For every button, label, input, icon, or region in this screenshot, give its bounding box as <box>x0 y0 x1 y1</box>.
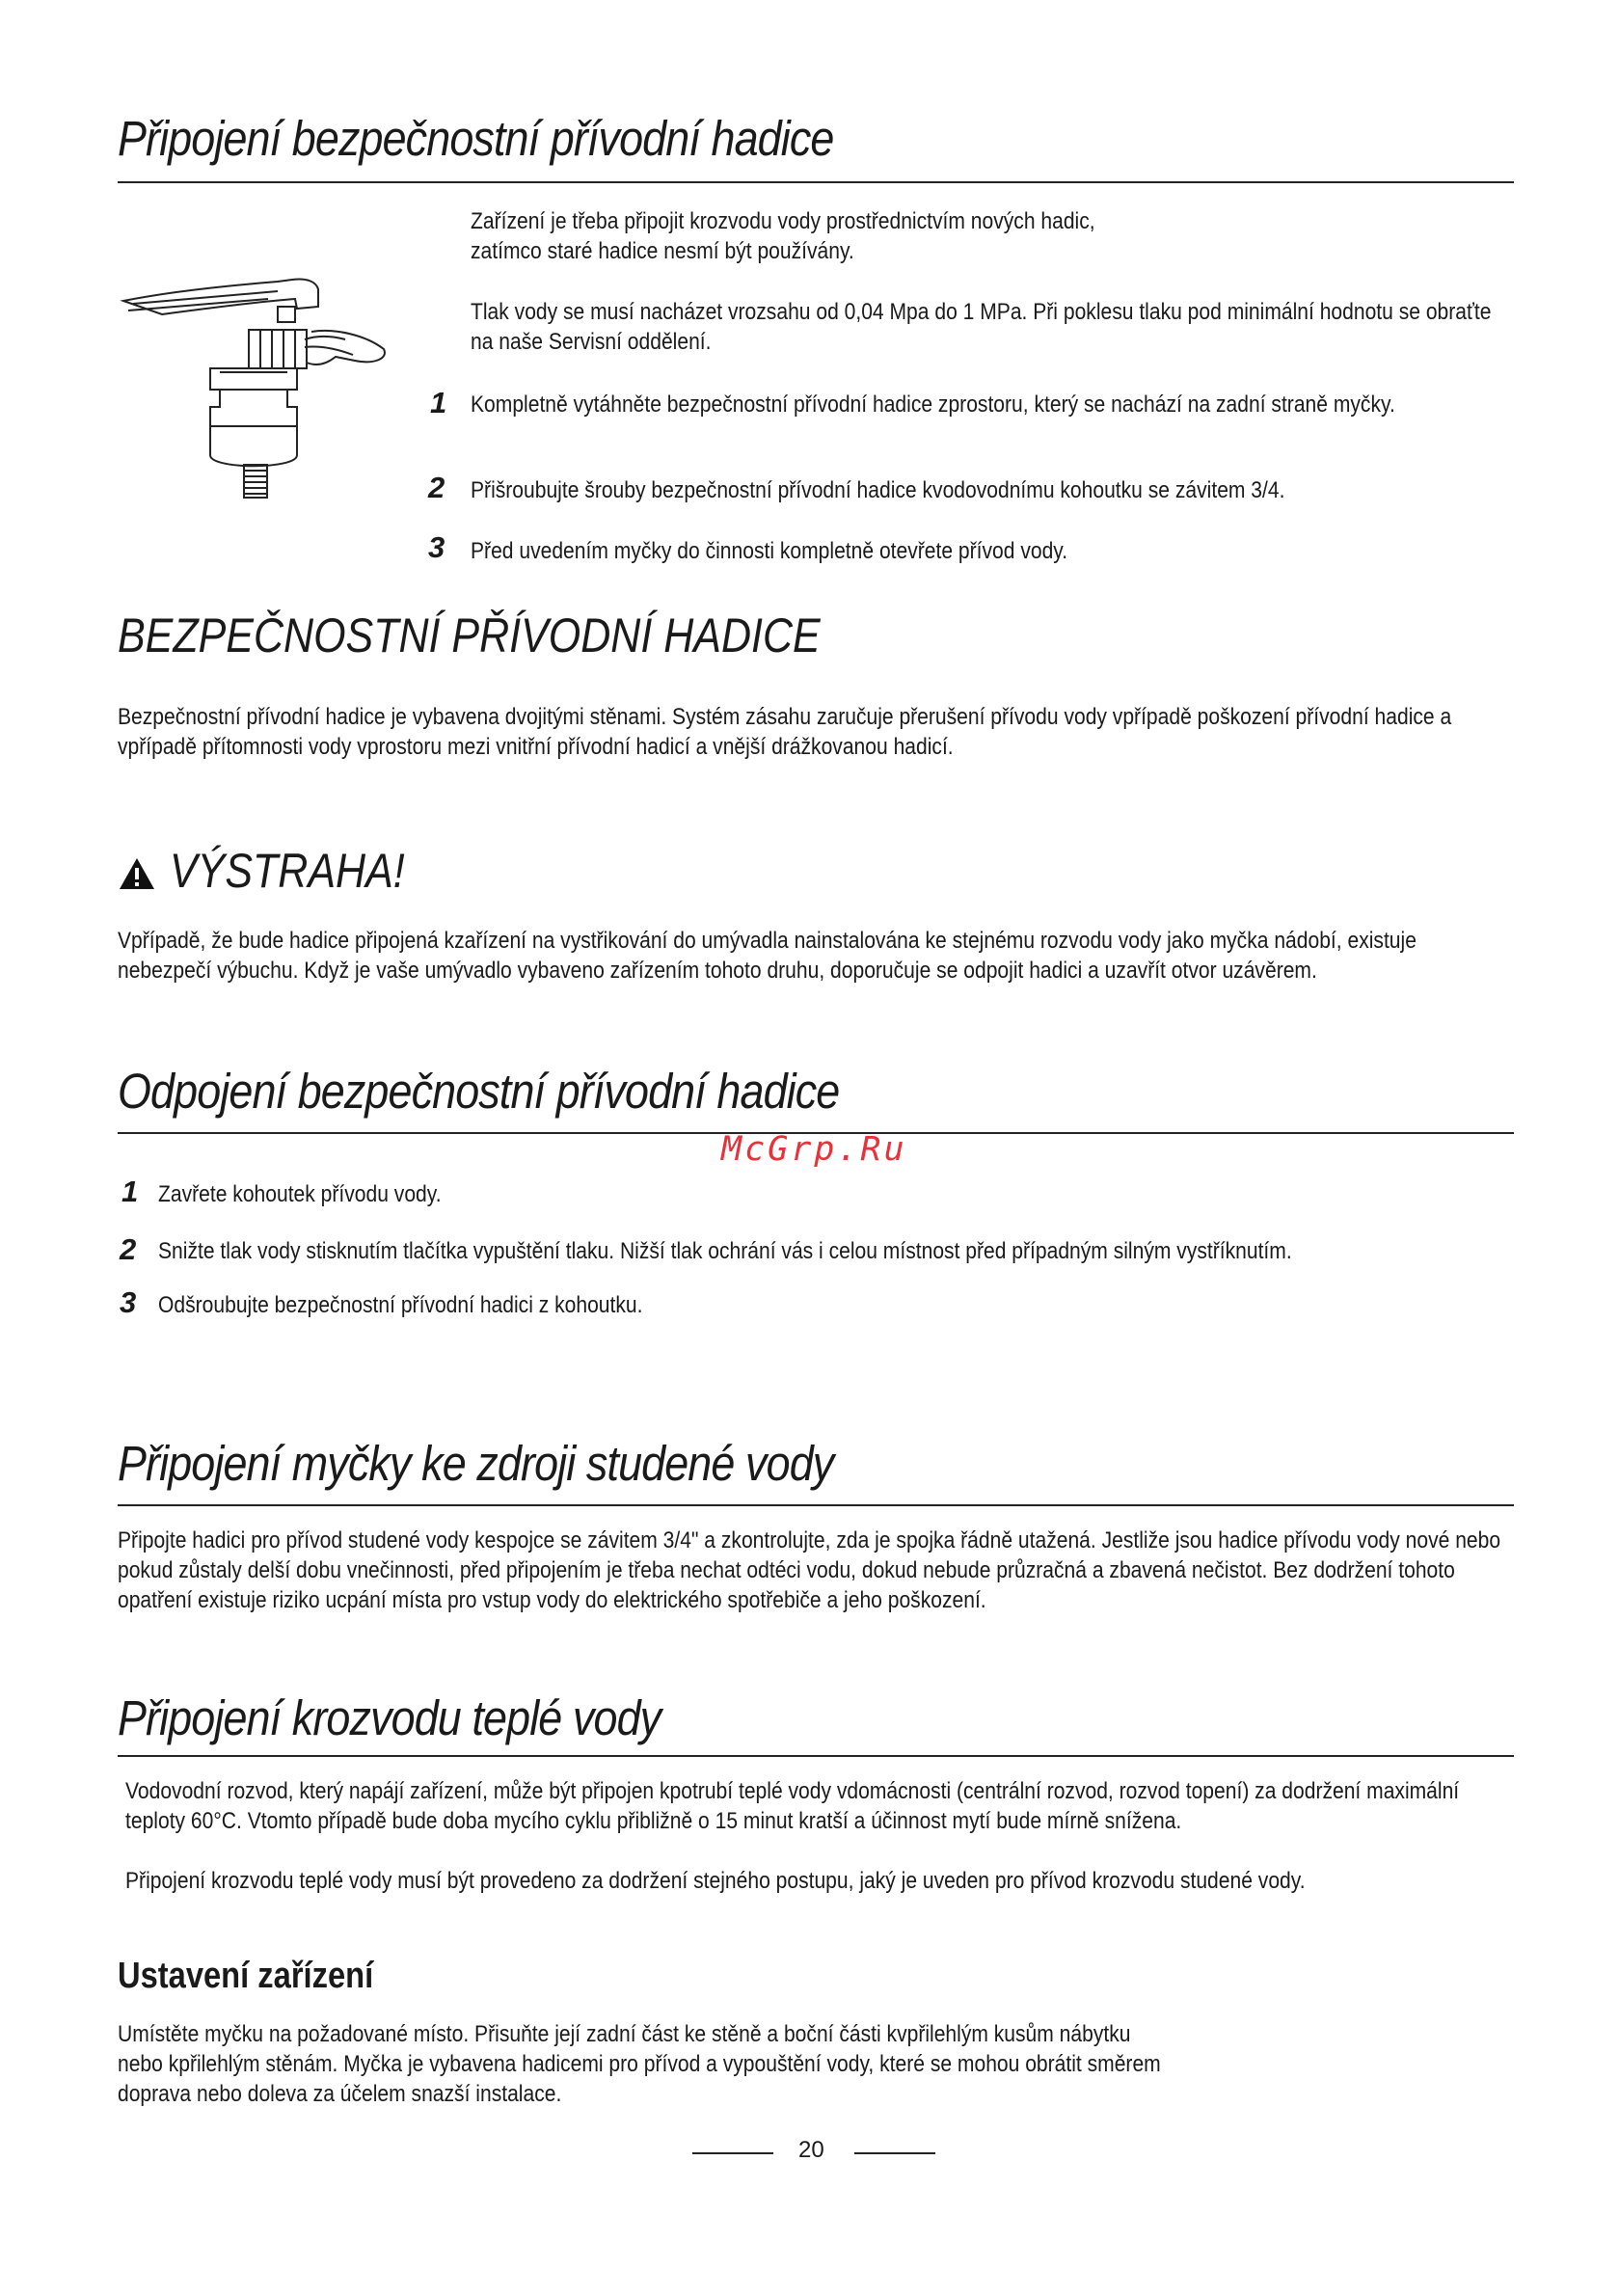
step-text: Zavřete kohoutek přívodu vody. <box>158 1181 442 1207</box>
hot-water-paragraph: Vodovodní rozvod, který napájí zařízení, může být připojen kpotrubí teplé vody vdomácnosti (centrální rozvod, rozvod topení) za dodržení maximální teploty 60°C. Vtomto případě bude doba mycího cyklu přibližně o 15 minut kratší a účinnost mytí bude mírně snížena. <box>125 1778 1460 1834</box>
step-text: Snižte tlak vody stisknutím tlačítka vypuštění tlaku. Nižší tlak ochrání vás i celou místnost před případným silným vystříknutím. <box>158 1238 1292 1264</box>
watermark-text: McGrp.Ru <box>721 1130 907 1169</box>
section-title-hot-water: Připojení krozvodu teplé vody <box>118 1690 661 1745</box>
footer-rule-right <box>854 2152 935 2154</box>
section-title-cold-water: Připojení myčky ke zdroji studené vody <box>118 1436 834 1491</box>
placement-paragraph: Umístěte myčku na požadované místo. Přisuňte její zadní část ke stěně a boční části kvpřilehlým kusům nábytku nebo kpřilehlým stěnám. Myčka je vybavena hadicemi pro přívod a vypouštění vody, které se mohou obrátit směrem doprava nebo doleva za účelem snazší instalace. <box>118 2021 1161 2107</box>
warning-title: VÝSTRAHA! <box>170 844 405 898</box>
section-rule <box>118 181 1514 183</box>
step-number: 2 <box>428 471 445 504</box>
hot-water-paragraph-2: Připojení krozvodu teplé vody musí být provedeno za dodržení stejného postupu, jaký je uveden pro přívod krozvodu studené vody. <box>125 1868 1306 1894</box>
footer-rule-left <box>692 2152 773 2154</box>
step-text: Odšroubujte bezpečnostní přívodní hadici z kohoutku. <box>158 1292 643 1318</box>
page-number: 20 <box>798 2137 824 2163</box>
section-rule <box>118 1504 1514 1506</box>
section-title-placement: Ustavení zařízení <box>118 1956 374 1996</box>
step-number: 2 <box>120 1232 137 1266</box>
step-text: Před uvedením myčky do činnosti kompletně otevřete přívod vody. <box>471 538 1068 564</box>
section-rule <box>118 1755 1514 1757</box>
warning-paragraph: Vpřípadě, že bude hadice připojená kzařízení na vystřikování do umývadla nainstalována ke stejnému rozvodu vody jako myčka nádobí, existuje nebezpečí výbuchu. Když je vaše umývadlo vybaveno zařízením tohoto druhu, doporučuje se odpojit hadici a uzavřít otvor uzávěrem. <box>118 928 1417 984</box>
section-title-connection: Připojení bezpečnostní přívodní hadice <box>118 111 834 166</box>
safety-hose-paragraph: Bezpečnostní přívodní hadice je vybavena dvojitými stěnami. Systém zásahu zaručuje přerušení přívodu vody vpřípadě poškození přívodní hadice a vpřípadě přítomnosti vody vprostoru mezi vnitřní přívodní hadicí a vnější drážkovanou hadicí. <box>118 704 1452 760</box>
faucet-hose-icon <box>114 272 393 503</box>
step-number: 3 <box>120 1285 137 1319</box>
step-number: 3 <box>428 530 445 564</box>
cold-water-paragraph: Připojte hadici pro přívod studené vody kespojce se závitem 3/4" a zkontrolujte, zda je spojka řádně utažená. Jestliže jsou hadice přívodu vody nové nebo pokud zůstaly delší dobu vnečinnosti, před připojením je třeba nechat odtéci vodu, dokud nebude průzračná a zbavená nečistot. Bez dodržení tohoto opatření existuje riziko ucpání místa pro vstup vody do elektrického spotřebiče a jeho poškození. <box>118 1527 1501 1613</box>
step-number: 1 <box>430 386 447 419</box>
section-title-safety-hose: BEZPEČNOSTNÍ PŘÍVODNÍ HADICE <box>118 608 821 662</box>
intro-paragraph: Zařízení je třeba připojit krozvodu vody prostřednictvím nových hadic, zatímco staré hadice nesmí být používány. <box>471 208 1095 264</box>
step-text: Kompletně vytáhněte bezpečnostní přívodní hadice zprostoru, který se nachází na zadní straně myčky. <box>471 392 1395 418</box>
section-title-disconnection: Odpojení bezpečnostní přívodní hadice <box>118 1064 840 1119</box>
faucet-illustration <box>114 272 393 508</box>
pressure-paragraph: Tlak vody se musí nacházet vrozsahu od 0,04 Mpa do 1 MPa. Při poklesu tlaku pod minimální hodnotu se obraťte na naše Servisní oddělení. <box>471 299 1492 355</box>
warning-triangle-icon <box>118 856 156 891</box>
step-number: 1 <box>121 1175 139 1208</box>
step-text: Přišroubujte šrouby bezpečnostní přívodní hadice kvodovodnímu kohoutku se závitem 3/4. <box>471 477 1285 503</box>
